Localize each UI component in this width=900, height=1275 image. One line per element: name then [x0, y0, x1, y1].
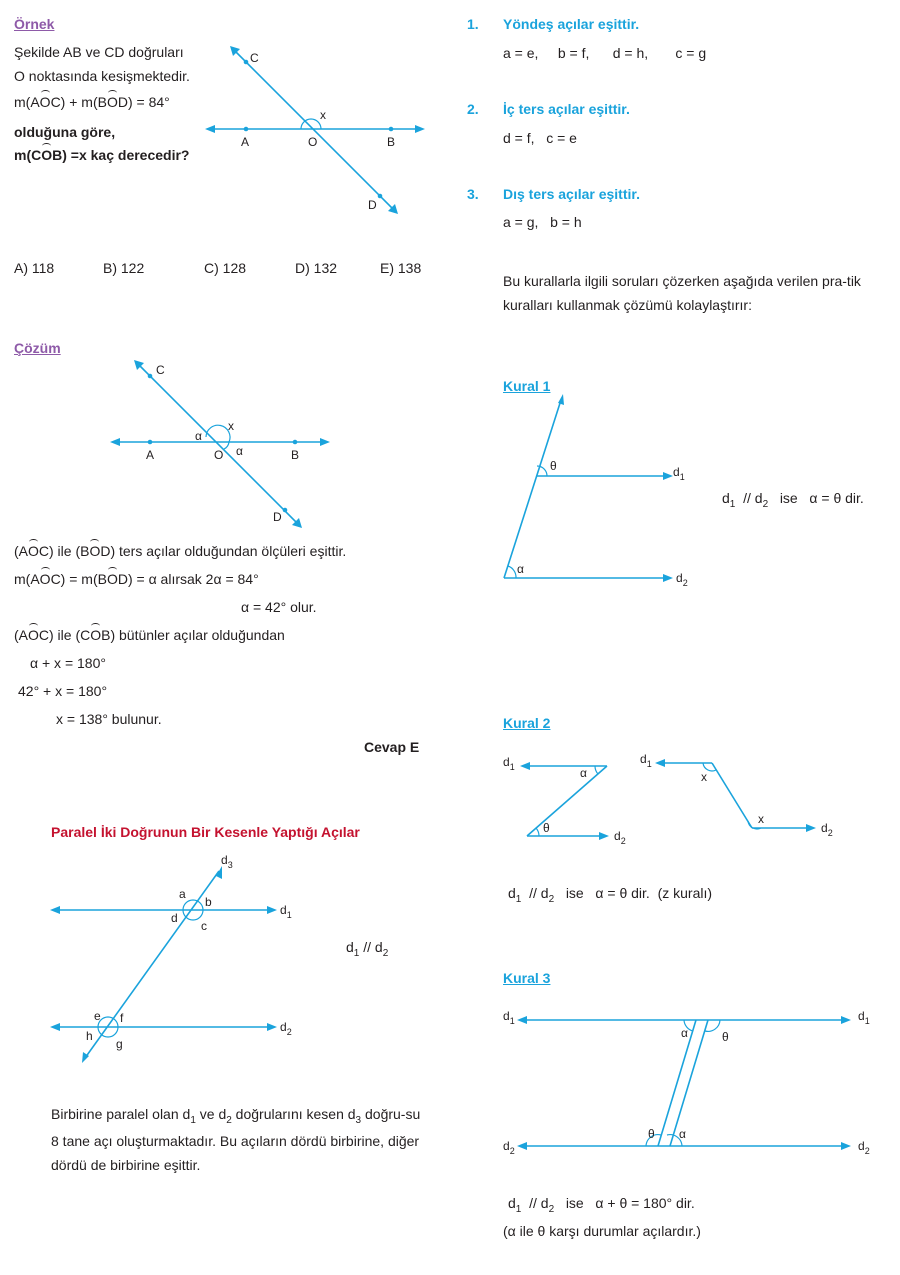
rule-2-title: İç ters açılar eşittir. — [503, 101, 630, 117]
label-c: C — [250, 51, 259, 65]
solution-line-6: 42° + x = 180° — [18, 683, 108, 699]
example-line-1: Şekilde AB ve CD doğruları — [14, 44, 184, 60]
k3-d1-right: $d_1$ — [858, 1009, 870, 1026]
answer: Cevap E — [364, 739, 420, 755]
solution-line-7: x = 138° bulunur. — [56, 711, 162, 727]
kural-1-heading: Kural 1 — [503, 378, 551, 394]
k1-d1: $d_1$ — [673, 465, 685, 482]
par-label-d: d — [171, 911, 178, 925]
parallel-paragraph: Birbirine paralel olan $d_1$ ve $d_2$ doğrularını kesen $d_3$ doğru-su 8 tane açı oluşturmaktadır. Bu açıların dördü birbirine, diğer dördü de birbirine eşittir. — [51, 1106, 421, 1173]
label-x: x — [320, 108, 326, 122]
choice-e: E) 138 — [380, 260, 422, 276]
par-label-f: f — [120, 1011, 124, 1025]
rule-3-title: Dış ters açılar eşittir. — [503, 186, 640, 202]
par-label-c: c — [201, 919, 207, 933]
par-label-e: e — [94, 1009, 101, 1023]
k2-d2: $d_2$ — [614, 829, 626, 846]
example-line-2: O noktasında kesişmektedir. — [14, 68, 190, 84]
k1-alpha: α — [517, 562, 524, 576]
kural-3-heading: Kural 3 — [503, 970, 551, 986]
sol-label-o: O — [214, 448, 224, 462]
k3-alpha-bottom: α — [679, 1127, 686, 1141]
kural-2-relation: $d_1 // d_2$ ise α = θ dir. (z kuralı) — [508, 885, 713, 905]
par-label-h: h — [86, 1029, 93, 1043]
k1-d2: $d_2$ — [676, 571, 688, 588]
sol-label-alpha-1: α — [195, 429, 202, 443]
k2-alpha: α — [580, 766, 587, 780]
parallel-relation: $d_1 // d_2$ — [346, 939, 389, 959]
par-label-a: a — [179, 887, 186, 901]
k3-theta-bottom: θ — [648, 1127, 655, 1141]
k3-theta-top: θ — [722, 1030, 729, 1044]
choice-b: B) 122 — [103, 260, 145, 276]
rule-1-number: 1. — [467, 16, 479, 32]
choice-c: C) 128 — [204, 260, 247, 276]
choice-a: A) 118 — [14, 260, 55, 276]
sol-label-d: D — [273, 510, 282, 524]
k2b-d2: $d_2$ — [821, 821, 833, 838]
solution-line-3: α = 42° olur. — [241, 599, 317, 615]
parallel-heading: Paralel İki Doğrunun Bir Kesenle Yaptığı Açılar — [51, 824, 360, 840]
kural-2-heading: Kural 2 — [503, 715, 551, 731]
solution-line-5: α + x = 180° — [30, 655, 106, 671]
k2-x-bottom: x — [758, 812, 764, 826]
par-label-d3: $d_3$ — [221, 853, 233, 870]
kural-3-note: (α ile θ karşı durumlar açılardır.) — [503, 1223, 701, 1239]
example-line-4: olduğuna göre, — [14, 124, 116, 140]
intro-paragraph: Bu kurallarla ilgili soruları çözerken aşağıda verilen pra-tik kuralları kullanmak çözümü kolaylaştırır: — [503, 273, 861, 313]
kural-1-relation: $d_1 // d_2$ ise α = θ dir. — [722, 490, 864, 510]
k3-d1-left: $d_1$ — [503, 1009, 515, 1026]
k3-d2-left: $d_2$ — [503, 1139, 515, 1156]
sol-label-c: C — [156, 363, 165, 377]
solution-line-2: m(AOC) = m(BOD) = α alırsak 2α = 84° — [14, 571, 259, 587]
sol-label-a: A — [146, 448, 155, 462]
par-label-b: b — [205, 895, 212, 909]
sol-label-x: x — [228, 419, 234, 433]
label-a: A — [241, 135, 250, 149]
solution-heading: Çözüm — [14, 340, 61, 356]
k2-theta: θ — [543, 821, 550, 835]
label-d: D — [368, 198, 377, 212]
par-label-g: g — [116, 1037, 123, 1051]
choice-d: D) 132 — [295, 260, 338, 276]
label-b: B — [387, 135, 396, 149]
k1-theta: θ — [550, 459, 557, 473]
solution-line-4: (AOC) ile (COB) bütünler açılar olduğundan — [14, 627, 285, 643]
k2-d1: $d_1$ — [503, 755, 515, 772]
par-label-d2: $d_2$ — [280, 1020, 292, 1037]
kural-3-relation: $d_1 // d_2$ ise α + θ = 180° dir. — [508, 1195, 695, 1215]
rule-1-title: Yöndeş açılar eşittir. — [503, 16, 640, 32]
rule-3-number: 3. — [467, 186, 479, 202]
rule-3-equations: a = g, b = h — [503, 214, 582, 230]
sol-label-b: B — [291, 448, 300, 462]
sol-label-alpha-2: α — [236, 444, 243, 458]
k2-x-top: x — [701, 770, 707, 784]
k2b-d1: $d_1$ — [640, 752, 652, 769]
solution-line-1: (AOC) ile (BOD) ters açılar olduğundan ölçüleri eşittir. — [14, 543, 347, 559]
example-question: m(COB) =x kaç derecedir? — [14, 147, 190, 163]
rule-1-equations: a = e, b = f, d = h, c = g — [503, 45, 707, 61]
par-label-d1: $d_1$ — [280, 903, 292, 920]
rule-2-number: 2. — [467, 101, 479, 117]
k3-alpha-top: α — [681, 1026, 688, 1040]
label-o: O — [308, 135, 318, 149]
k3-d2-right: $d_2$ — [858, 1139, 870, 1156]
example-condition: m(AOC) + m(BOD) = 84° — [14, 94, 170, 110]
example-heading: Örnek — [14, 16, 55, 32]
rule-2-equations: d = f, c = e — [503, 130, 577, 146]
